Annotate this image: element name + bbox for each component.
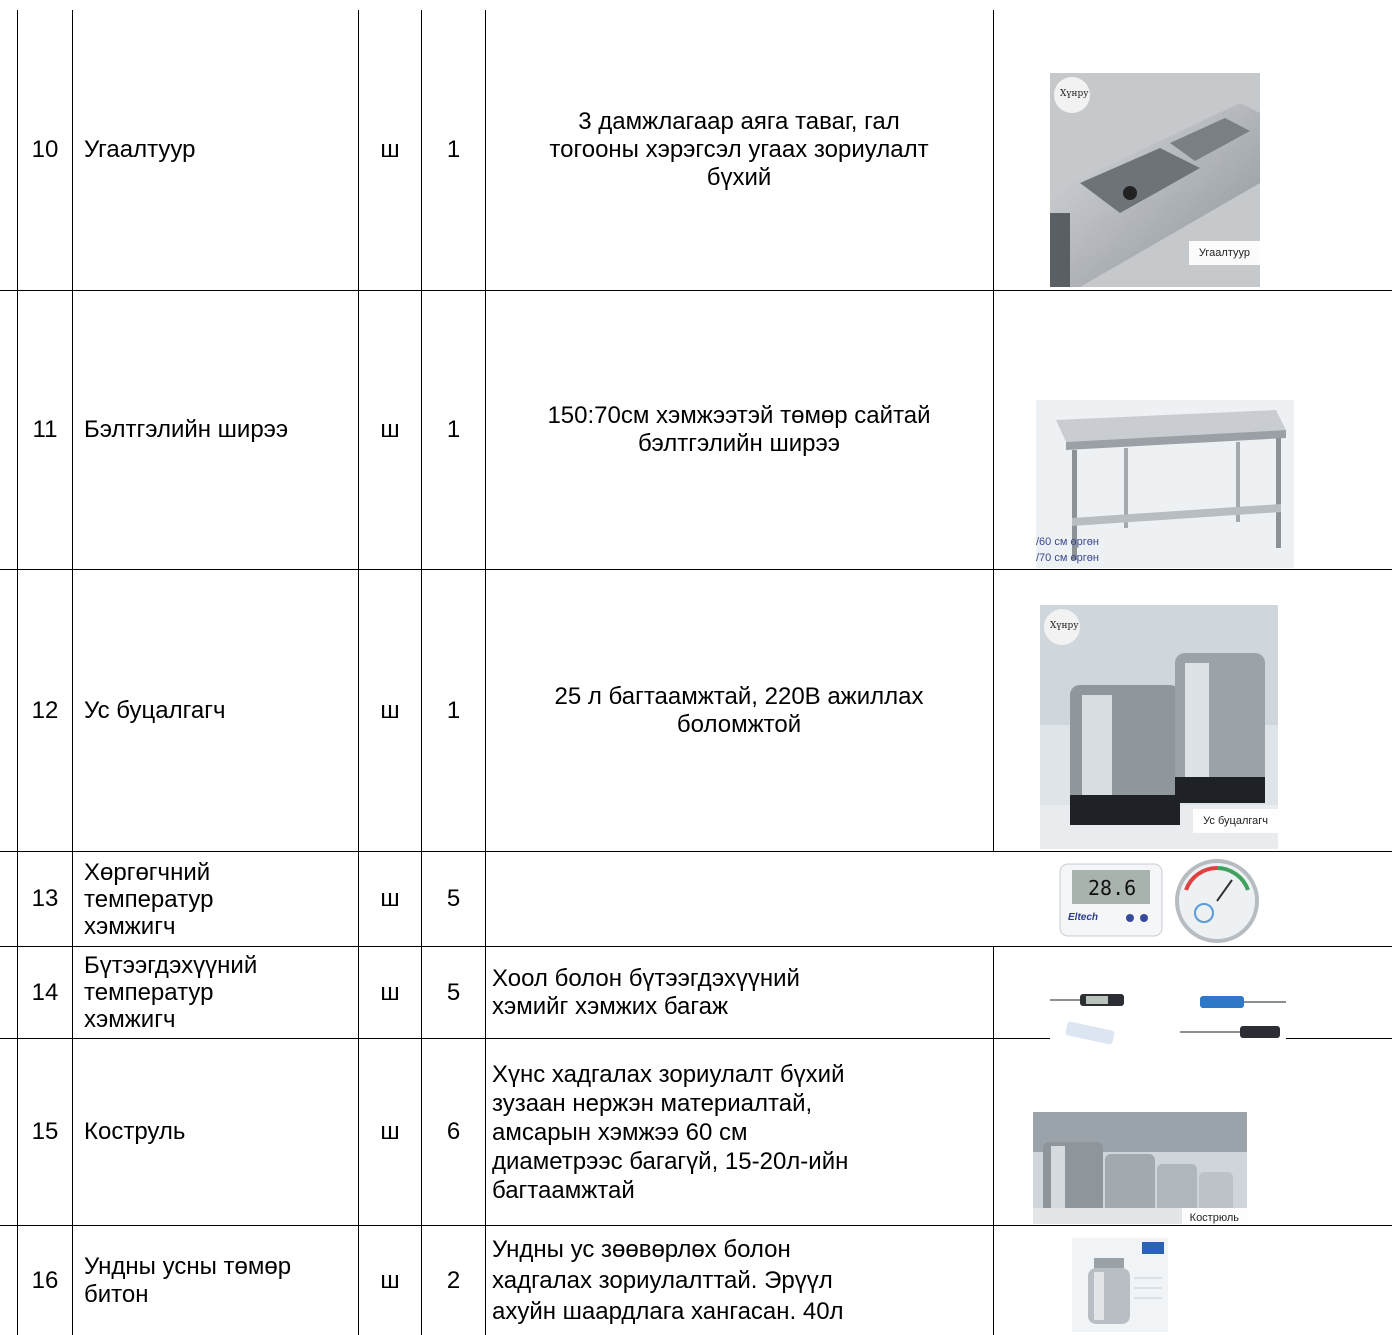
description: Хүнс хадгалах зориулалт бүхий зузаан нержэн материалтай, амсарын хэмжээ 60 см диаметрээс багагүй, 15-20л-ийн багтаамжтай — [492, 1060, 849, 1204]
item-name: Бэлтгэлийн ширээ — [84, 416, 289, 443]
quantity: 1 — [446, 136, 461, 163]
image-note: /60 см өргөн — [1036, 536, 1099, 548]
water-canister-image — [1072, 1238, 1168, 1332]
thermometer-brand: Eltech — [1068, 912, 1099, 923]
item-name: Коструль — [84, 1118, 186, 1145]
quantity: 1 — [446, 416, 461, 443]
dial-thermometer-image — [1172, 858, 1262, 944]
image-caption: Ус буцалгагч — [1193, 809, 1278, 833]
row-number: 11 — [32, 416, 58, 443]
description: Хоол болон бүтээгдэхүүний хэмийг хэмжих багаж — [492, 964, 800, 1020]
image-caption: Кострюль — [1182, 1208, 1247, 1224]
unit: ш — [380, 978, 400, 1006]
brand-logo: Хүнру — [1060, 89, 1089, 99]
quantity: 6 — [446, 1118, 461, 1145]
item-name: Ус буцалгагч — [84, 696, 226, 724]
quantity: 5 — [446, 978, 461, 1006]
unit: ш — [380, 1118, 400, 1145]
row-number: 12 — [31, 696, 59, 724]
row-number: 10 — [31, 136, 59, 163]
prep-table-image — [1036, 400, 1294, 568]
description: 25 л багтаамжтай, 220В ажиллах боломжтой — [554, 682, 924, 738]
item-name: Хөргөгчний температур хэмжигч — [84, 858, 214, 940]
pot-image — [1033, 1112, 1247, 1224]
unit: ш — [380, 416, 400, 443]
digital-thermometer-image — [1058, 862, 1164, 938]
row-number: 15 — [31, 1118, 59, 1145]
item-name: Угаалтуур — [84, 136, 196, 163]
unit: ш — [380, 136, 400, 163]
description — [492, 852, 986, 946]
col-border — [993, 946, 994, 1335]
row-number: 16 — [31, 1266, 59, 1294]
row-number: 13 — [31, 885, 59, 912]
item-name: Ундны усны төмөр битон — [84, 1252, 292, 1308]
description: 3 дамжлагаар аяга таваг, гал тогооны хэрэгсэл угаах зориулалт бүхий — [549, 108, 929, 191]
image-note: /70 см өргөн — [1036, 552, 1099, 564]
probe-thermometer-image — [1050, 984, 1286, 1054]
row-number: 14 — [31, 978, 59, 1006]
unit: ш — [380, 1266, 400, 1294]
col-border — [72, 10, 73, 1335]
item-name: Бүтээгдэхүүний температур хэмжигч — [84, 952, 258, 1033]
sink-image — [1050, 73, 1260, 287]
description: Ундны ус зөөвөрлөх болон хадгалах зориулалттай. Эрүүл ахуйн шаардлага хангасан. 40л — [492, 1236, 844, 1325]
quantity: 2 — [446, 1266, 461, 1294]
col-border — [485, 10, 486, 1335]
quantity: 1 — [446, 696, 461, 724]
brand-logo: Хүнру — [1050, 621, 1079, 631]
description: 150:70см хэмжээтэй төмөр сайтай бэлтгэлийн ширээ — [547, 402, 931, 457]
quantity: 5 — [446, 885, 461, 912]
water-boiler-image — [1040, 605, 1278, 849]
col-border — [993, 10, 994, 851]
unit: ш — [380, 696, 400, 724]
image-caption: Угаалтуур — [1189, 241, 1260, 265]
thermometer-display: 28.6 — [1088, 876, 1137, 900]
unit: ш — [380, 885, 400, 912]
